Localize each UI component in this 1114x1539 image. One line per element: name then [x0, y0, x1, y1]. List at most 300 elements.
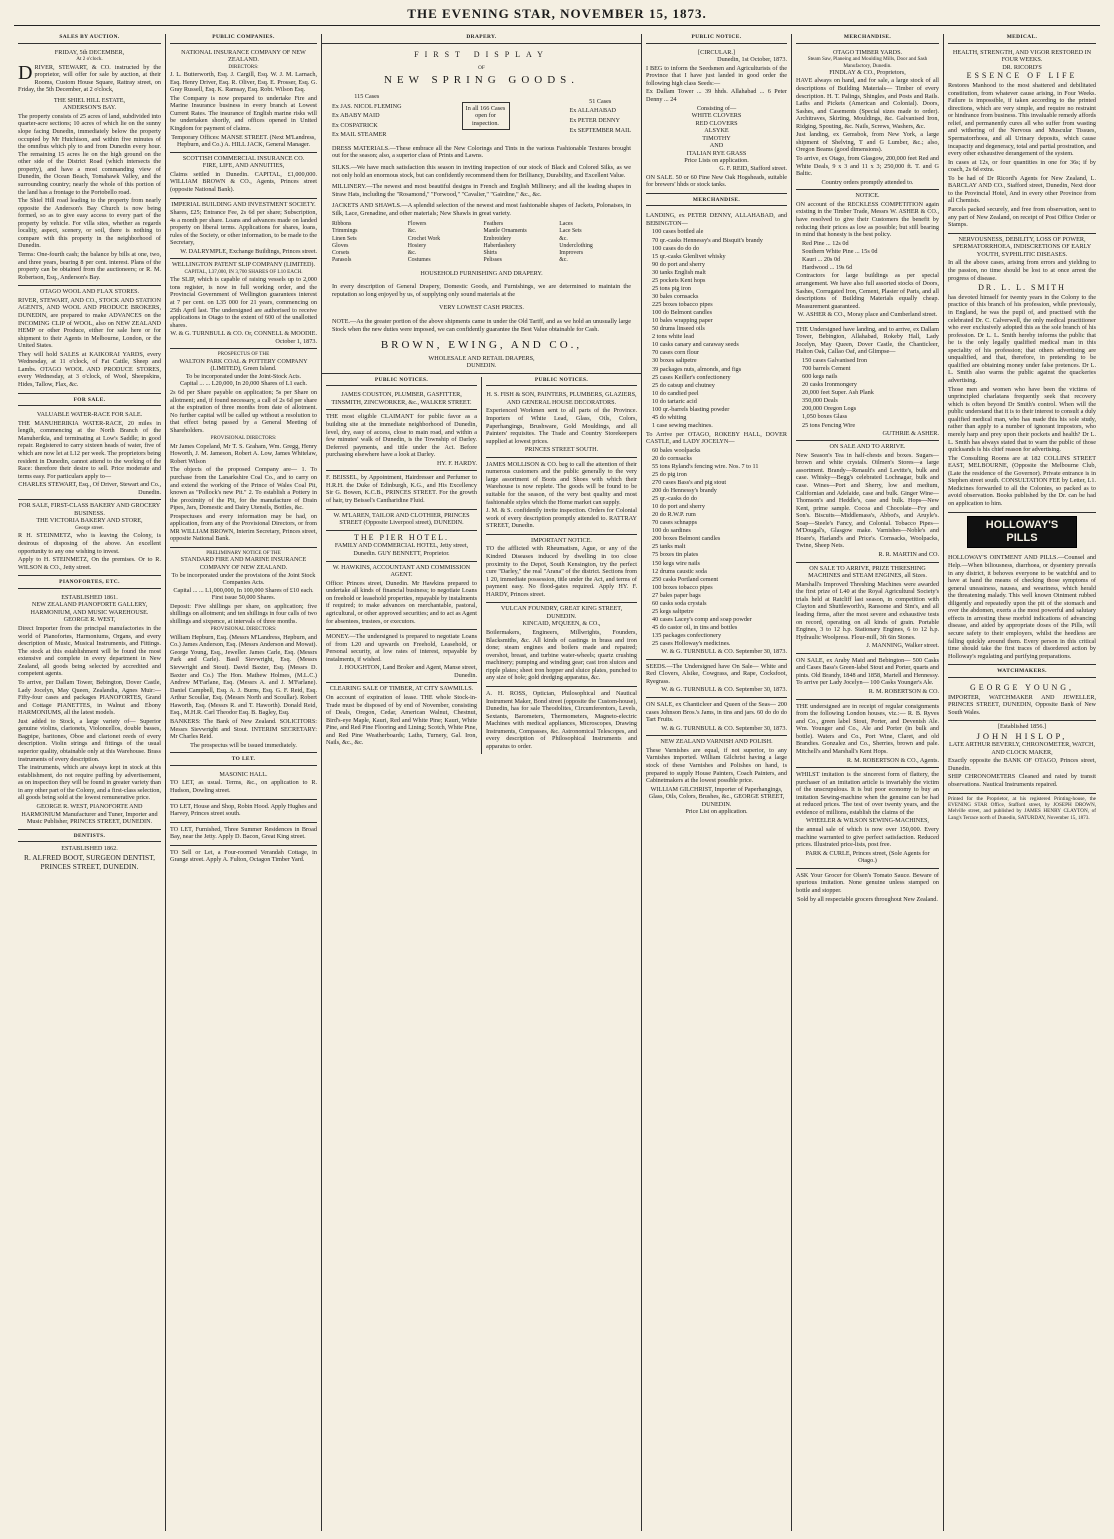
ad-body: Exactly opposite the BANK OF OTAGO, Princes street, Dunedin.: [948, 757, 1096, 772]
ad-signature: R. M. ROBERTSON & CO., Agents.: [846, 756, 939, 764]
stock-item: 1,050 boxes Glass: [802, 413, 848, 421]
goods-item: Corsets: [332, 249, 350, 256]
consignments-ad: [796, 700, 939, 769]
ad-body: TO LET, as usual. Terms, &c., on application to R. Hudson, Dowling street.: [170, 779, 317, 794]
landing-item: 30 bales cornsacks: [652, 292, 699, 300]
stock-item: 25 tons Fencing Wire: [802, 421, 856, 429]
ad-body: RIVER, STEWART, AND CO., STOCK AND STATION AGENTS, AND WOOL AND PRODUCE BROKERS, DUNEDIN, are prepared to make ADVANCES on the INCOMING CLIP of WOOL, also on NEW ZEALAND HEMP or other Produce, either for sale here or for shipment to their Agents in Melbourne, London, or the United States.: [18, 296, 161, 350]
goods-item: Crochet Work: [407, 235, 441, 242]
ad-date: Dunedin, 1st October, 1873.: [717, 56, 787, 64]
landing-ad: [646, 209, 787, 659]
ad-landing: Just landing, ex Gemsbok, from New York, a large shipment of Shelving, T and G Lumber, &c.; also, Oregon Beams (good dimensions).: [796, 131, 939, 154]
money-ad: [326, 630, 477, 683]
divider: [322, 373, 641, 374]
ad-body: SEEDS.—The Undersigned have On Sale— White and Red Clovers, Alsike, Cowgrass, and Rape, Cocksfoot, Ryegrass.: [646, 662, 787, 685]
ad-body: THE Undersigned have landing, and to arrive, ex Dallam Tower, Bebington, Allahabad, Rokeby Hall, Lady Jocelyn, May Queen, Dover Castle, the Chanticleer, Halton Oak, Callao Oaf, and Glimpse—: [796, 325, 939, 356]
ad-directors: J. L. Butterworth, Esq. J. Cargill, Esq. W. J. M. Larnach, Esq. Henry Driver, Esq. R. Oliver, Esq. E. Prosser, Esq. G. Gray Russell, Esq. K. Ramsay, Esq. Robt. Wilson Esq.: [170, 71, 317, 94]
arrive-item: 40 cases Lacey's comp and soap powder: [652, 615, 752, 623]
goods-list: [332, 221, 631, 263]
ad-body: TO LET, Furnished, Three Summer Residences in Broad Bay, near the Jetty. Apply D. Bacon, Great King street.: [170, 825, 317, 841]
dentist-established: ESTABLISHED 1862.: [61, 845, 118, 853]
arrive-list: [646, 447, 787, 648]
ad-on-sale: ON SALE. 50 or 60 Fine New Oak Hogsheads, suitable for brewers' hhds or stock tanks.: [646, 173, 787, 189]
arrive-item: 250 casks Portland cement: [652, 575, 719, 583]
ad-body: The SLIP, which is capable of raising vessels up to 2,000 tons register, is now in full working order, and the Provincial Government of Wellington guarantees interest at 7 per cent. on L35 000 for 21 years, commencing on 25th April last. The undersigned are authorised to receive applications in Otago to the extent of 600 of the unallotted shares.: [170, 276, 317, 329]
goods-item: Lace Sets: [559, 228, 582, 235]
ad-price-list: Price List on application.: [685, 808, 748, 816]
goods-item: Feathers: [483, 221, 504, 228]
guthrie-list: [796, 357, 939, 429]
ad-body: Experienced Workmen sent to all parts of the Province. Importers of White Lead, Glass, Oils, Colors, Paperhangings, Brushware, Gold Mouldings, and all Painters' requisites. The Trade and Country Storekeepers supplied at lowest prices.: [486, 407, 637, 445]
ad-title: SCOTTISH COMMERCIAL INSURANCE CO.: [182, 154, 305, 162]
ad-subtitle: LATE ARTHUR BEVERLY, CHRONOMETER, WATCH, AND CLOCK MAKER,: [948, 741, 1096, 756]
landing-item: 25 pockets Kent hops: [652, 276, 706, 284]
ad-signature: J. MANNING, Walker street.: [866, 642, 939, 650]
standard-insurance-notice: [170, 548, 317, 753]
arrive-item: 25 qr.-casks do do: [652, 495, 698, 502]
column-public-notice-merchandise: [642, 34, 792, 1531]
ad-signature: CHARLES STEWART, Esq., Of Driver, Stewart and Co., Dunedin.: [18, 481, 161, 496]
ad-body-2: has devoted himself for twenty years in the Colony to the practice of this branch of his profession, while previously, in England, he was the pupil of, and practised with the celebrated Dr. C. Calverwell, the only medical practitioner who ever exclusively adopted this as the sole branch of his profession. Dr L. L. Smith hereby informs the public that he is the only legally qualified medical man in this speciality of his profession; that others advertising are unqualified, and that, therefore, in pretending to be qualified are obtaining money under false pretences. Dr L. L. Smith also warns the public against the quackeries advertising.: [948, 293, 1096, 385]
jams-ad: [646, 698, 787, 736]
seed-item: TIMOTHY: [702, 134, 731, 142]
public-notices-left: [322, 377, 482, 755]
ad-capital: Capital ... ... L20,000, In 20,000 Shares of L1 each.: [180, 380, 307, 388]
pier-hotel-ad: [326, 531, 477, 562]
price-item: Kauri ... 20s 0d: [802, 255, 841, 263]
ad-body: JAMES MOLLISON & CO. beg to call the attention of their numerous customers and the public generally to the very large assortment of Boots and Shoes with which their Warehouse is now replete. The goods will be found to be suitable for the season, of the very best quality and most fashionable styles which the Home market can supply.: [486, 460, 637, 506]
goods-item: &c.: [559, 235, 568, 242]
ad-close: Country orders promptly attended to.: [821, 178, 914, 186]
landing-item: 25 tons pig iron: [652, 284, 692, 292]
ad-name: DR. L. L. SMITH: [978, 283, 1066, 293]
stout-ad: [796, 654, 939, 700]
holloway-ad: [948, 551, 1096, 665]
ad-signature: HY. F. HARDY.: [436, 459, 477, 467]
dress-materials-text: DRESS MATERIALS.—These embrace all the New Colorings and Tints in the various Fashionable Textures brought out for the season; also, a superior class of Prints and Lawns.: [332, 144, 631, 160]
arrive-item: 12 drums caustic soda: [652, 567, 707, 575]
ad-signature: G. F. REID, Stafford street.: [719, 165, 787, 173]
ad-body: THE most eligible CLAIMANT for public favor as a building site at the immediate neighborhood of Dunedin, level, dry, easy of access, close to main road, and within a few minutes' walk of Dunedin, is the Township of Darley. Deferred payments, and title under the Act. Before purchasing elsewhere have a look at Darley.: [326, 413, 477, 459]
ad-ex: Ex Dallam Tower ... 39 hhds. Allahabad ... 6 Peter Denny ... 24: [646, 88, 787, 103]
ad-intro: RIVER, STEWART, & CO. instructed by the proprietor, will offer for sale by auction, at their Rooms, Custom House Square, Rattray street, on Friday, the 5th December, at 2 o'clock,: [18, 63, 161, 94]
ross-optician-ad: [486, 687, 637, 755]
guthrie-asher-ad: [796, 323, 939, 441]
ad-body: New Season's Tea in half-chests and boxes. Sugars—brown and white crystals. Oilmen's Stores—a large assortment. Brandy—Renault's and Levitte's, bulk and case. Whisky—Begg's celebrated Lochnagar, bulk and case. Wines—Port and Sherry, low and medium, Californian and Adelaide, case and bulk. Ginger Wine—Thomson's and Heddle's, case and bulk. Hops—New Kent, prime sample. Cocoa and Chocolate—Fry and Son's. Biscuits—Middlemass's, Abbot's, and Aruyle's. Soap—Steele's Fancy, and Colonial. Tobacco Pipes—M'Dougal's, Glasgow make. Varnishes—Noble's and Hoare's, Harland's and Price's. Cornsacks, Woolpacks, Twine, Sheep Nets.: [796, 451, 939, 550]
arrive-item: 25 do pig iron: [652, 470, 687, 478]
arrive-item: 10 do port and sherry: [652, 503, 705, 511]
goods-item: Embroidery: [483, 235, 512, 242]
ad-first-display: FIRST DISPLAY: [414, 49, 549, 59]
national-insurance-ad: [170, 47, 317, 153]
ad-title: W. HAWKINS, ACCOUNTANT AND COMMISSION AGENT.: [332, 563, 471, 579]
ad-name: GEORGE R. WEST,: [63, 616, 116, 624]
ad-capital: CAPITAL, L37,000, IN 3,700 SHARES OF L10 EACH.: [184, 269, 303, 275]
ad-body: FAMILY AND COMMERCIAL HOTEL, Jetty street, Dunedin. GUY BENNETT, Proprietor.: [334, 542, 469, 558]
arrive-item: 270 cases Bass's and pig stout: [652, 478, 727, 486]
ad-text: [18, 61, 161, 94]
ad-signature: WILLIAM GILCHRIST, Importer of Paperhangings, Glass, Oils, Colors, Brushes, &c., GEORGE STREET, DUNEDIN.: [648, 785, 785, 808]
section-header: MEDICAL.: [948, 34, 1096, 44]
seed-circular-ad: [646, 47, 787, 194]
hislop-ad: [948, 721, 1096, 793]
ad-heading: ON SALE AND TO ARRIVE.: [829, 443, 906, 451]
ad-signature: R. M. ROBERTSON & CO.: [868, 688, 939, 696]
vulcan-foundry-ad: [486, 603, 637, 687]
ad-directors-heading: DIRECTORS:: [228, 63, 259, 70]
stock-item: 20 casks Ironmongery: [802, 381, 857, 389]
fish-ad: [486, 389, 637, 458]
arrive-item: 150 kegs wire nails: [652, 559, 700, 567]
shipments-right: [569, 96, 631, 136]
section-header: SALES BY AUCTION.: [18, 34, 161, 44]
column-public-companies: [166, 34, 322, 1531]
ad-directors-heading: PROVISIONAL DIRECTORS:: [210, 435, 277, 442]
ad-signature: GUTHRIE & ASHER.: [882, 429, 939, 437]
landing-item: 50 drums linseed oils: [652, 325, 705, 333]
goods-item: Pelisses: [483, 256, 502, 263]
inspection-box: In all 166 Cases open for inspection.: [462, 102, 510, 131]
sewing-machine-ad: [796, 768, 939, 869]
ad-date: FRIDAY, 5th DECEMBER,: [54, 48, 125, 56]
arrive-item: 70 cases schnapps: [652, 519, 698, 527]
ad-signature: W. & G. TURNBULL & CO. Or, CONNELL & MOODIE. October 1, 1873.: [170, 330, 317, 345]
ad-title: H. S. FISH & SON, PAINTERS, PLUMBERS, GLAZIERS, AND GENERAL HOUSE DECORATORS.: [486, 391, 637, 406]
ad-title: JAMES COUSTON, PLUMBER, GASFITTER, TINSMITH, ZINCWORKER, &c., WALKER STREET.: [331, 391, 472, 406]
stock-item: 200,000 Oregon Logs: [802, 405, 857, 413]
landing-item: 1 case sewing machines.: [652, 421, 713, 429]
ad-subtitle: ESSENCE OF LIFE: [966, 71, 1078, 81]
ad-consisting: Consisting of—: [696, 104, 737, 112]
arrive-item: 45 do castor oil, in tins and bottles: [652, 624, 738, 631]
household-heading: HOUSEHOLD FURNISHING AND DRAPERY.: [420, 269, 543, 277]
ad-title: STANDARD FIRE AND MARINE INSURANCE COMPANY OF NEW ZEALAND.: [180, 556, 307, 571]
goods-item: Ribbons: [332, 221, 352, 228]
ad-title: THE SHIEL HILL ESTATE,: [53, 96, 126, 104]
ad-body: These Varnishes are equal, if not superior, to any Varnishes imported. William Gilchrist having a large stock of these Varnishes and Polishes on hand, is prepared to supply House Painters, Coach Painters, and Cabinetmakers at the lowest possible price.: [646, 746, 787, 785]
couston-ad: [326, 389, 477, 410]
seed-item: RED CLOVERS: [695, 119, 738, 127]
ad-rooms: The Consulting Rooms are at 182 COLLINS STREET EAST, MELBOURNE, (Opposite the Melbourne Club, (Late the residence of the Governor). Private entrance is in Stephen street south. CONSULTATION FEE by Letter, L1. Medicines forwarded to all the Colonies, so packed as to avoid observation. Books published by the Dr. can be had on application to him.: [948, 454, 1096, 508]
section-header: FOR SALE.: [18, 397, 161, 407]
ad-heading: [CIRCULAR.]: [698, 48, 735, 56]
ad-body: ON SALE, ex Chanticleer and Queen of the Seas— 200 cases Johnson Bros.'s Jams, in tins and jars. 60 do do do Tart Fruits.: [646, 701, 787, 724]
darley-ad: [326, 410, 477, 471]
ad-name: THE VICTORIA BAKERY AND STORE,: [36, 517, 143, 525]
ad-title: W. M'LAREN, TAILOR AND CLOTHIER, PRINCES STREET (Opposite Liverpool street), DUNEDIN.: [333, 511, 470, 527]
goods-item: Trimmings: [332, 228, 358, 235]
goods-item: Hosiery: [407, 242, 427, 249]
landing-item: 100 cases do do do: [652, 244, 700, 252]
ad-body: In all the above cases, arising from errors and yielding to the passion, no time should be lost to at once arrest the progress of disease.: [948, 259, 1096, 282]
arrive-item: 60 bales woolpacks: [652, 446, 701, 454]
ad-body: IMPORTER, WATCHMAKER AND JEWELLER, PRINCES STREET, DUNEDIN, Opposite Bank of New South Wales.: [948, 693, 1096, 716]
goods-item: Shirts: [483, 249, 498, 256]
stock-item: 600 kegs nails: [802, 373, 838, 381]
wellington-slip-ad: [170, 259, 317, 349]
goods-item: Costumes: [407, 256, 431, 263]
arrive-item: 60 casks soda crystals: [652, 599, 707, 607]
household-text: In every description of General Drapery, Domestic Goods, and Furnishings, we are determined to maintain the reputation so long enjoyed by us, of supplying only sound materials at the: [332, 283, 631, 298]
arrive-item: 20 do R.W.P. rum: [652, 511, 696, 519]
goods-item: Parasols: [332, 256, 352, 263]
arrive-item: 100 boxes tobacco pipes: [652, 583, 713, 591]
section-header: DENTISTS.: [18, 833, 161, 843]
goods-item: Flowers: [407, 221, 427, 228]
jackets-text: JACKETS AND SHAWLS.—A splendid selection of the newest and most fashionable shapes of Jackets, Polonaises, in Silk, Lace, Grenadine, and other materials; New Shawls in great variety.: [332, 202, 631, 217]
stock-item: 350,000 Deals: [802, 397, 838, 405]
wool-stores-ad: [18, 286, 161, 393]
landing-item: 90 do port and sherry: [652, 260, 705, 268]
ad-name: KINCAID, M'QUEEN, & CO.,: [522, 620, 601, 628]
landing-item: 25 cases Keiller's confectionery: [652, 373, 731, 381]
section-header: PIANOFORTES, ETC.: [18, 579, 161, 589]
ad-title: NEW ZEALAND PIANOFORTE GALLERY, HARMONIUM, AND MUSIC WAREHOUSE.: [30, 601, 149, 616]
tomato-sauce-ad: [796, 869, 939, 906]
arrive-item: 100 do sardines: [652, 527, 691, 535]
section-header: PUBLIC NOTICE.: [646, 34, 787, 44]
goods-item: Linen Sets: [332, 235, 357, 242]
landing-item: 30 tanks English malt: [652, 268, 706, 276]
ad-title: THE PIER HOTEL.: [353, 532, 450, 542]
landing-item: 10 do tartaric acid: [652, 397, 697, 405]
auction-ad-shiel-hill: [18, 47, 161, 287]
ad-body: On account of expiration of lease. THE whole Stock-in-Trade must be disposed of by end of November, consisting of Deals, Oregon, Cedar, American Walnut, Chestnut, Bird's-eye Maple, Kauri, Red and White Pine; Kauri, White Pine, and Red Pine Flooring and Lining; Scotch, White Pine, and Red Pine Weatherboards; Laths, Turnery, Gal. Iron, Nails, &c., &c.: [326, 694, 477, 747]
ad-stock: Just added to Stock, a large variety of— Superior genuine violins, clarionets, Violoncellos, double basses, Bagpipe, baritones, Oboe and clarionet reeds of every description. Violin strings and fittings of the usual superior quality, obtainable only at this Warehouse. Brass instruments of every description.: [18, 717, 161, 763]
shipments: [332, 91, 631, 141]
ad-address: PRINCES STREET SOUTH.: [524, 446, 599, 454]
ad-bankers: BANKERS: The Bank of New Zealand. SOLICITORS: Messrs Sievwright and Stout. INTERIM SECRETARY: Mr Charles Reid.: [170, 717, 317, 741]
section-header: TO LET.: [170, 756, 317, 766]
section-header: PUBLIC COMPANIES.: [170, 34, 317, 44]
ad-directors: William Hepburn, Esq. (Messrs M'Landress, Hepburn, and Co.) James Anderson, Esq. (Messrs Anderson and Mowat). George Young, Esq., Jeweller. James Carle, Esq. (Messrs Park and Carle). Basil Sievwright, Esq. (Messrs Sievwright and Stout). David Baxter, Esq. (Messrs D. Baxter and Co.) The Hon. Mathew Holmes, (M.L.C.) Andrew M'Farlane, Esq. (Messrs A. and J. M'Farlane). Daniel Campbell, Esq. A. J. Burns, Esq. G. F. Reid, Esq. Arthur Scoullar, Esq. (Messrs North and Scoullar). Robert Haworth, Esq. (Messrs R. and T. Haworth). Donald Reid, Esq., M.H.R. Carl Theodor Esq. B. Bagley, Esq.: [170, 633, 317, 717]
ad-arrive: To arrive, ex Otago, from Glasgow, 200,000 feet Red and White Deals, 9 x 3 and 11 x 3; 250,000 ft. T. and G Baltic.: [796, 155, 939, 178]
cash-prices: VERY LOWEST CASH PRICES.: [439, 304, 524, 312]
ad-title: HEALTH, STRENGTH, AND VIGOR RESTORED IN FOUR WEEKS.: [952, 48, 1092, 64]
seed-item: AND: [709, 142, 724, 150]
ad-title: NATIONAL INSURANCE COMPANY OF NEW ZEALAND.: [181, 48, 306, 64]
ad-body: HAVE always on hand, and for sale, a large stock of all descriptions of Building Materials— Timber of every description. H. T. Palings, Shingles, and Posts and Rails. Laths and Pickets (American and Colonial). Doors, Sashes, and Casements (Special sizes made to order). Architraves, Skirting, Mouldings, &c. Galvanised Iron, Ridging, Spouting, &c. Nails, Screws, Washers, &c.: [796, 77, 939, 130]
stock-item: 150 cases Galvanised Iron: [802, 357, 868, 365]
ad-body: TO the afflicted with Rheumatism, Ague, or any of the Kindred Diseases induced by dwelling in too close proximity to the Depot, South Kensington, try the perfect cure "Darley," the real "Arana" of the district. Sections from 1 20, immediate possession, title under the Act, and terms of payment easy. No flood-gates required. Apply HY. F. HARDY, Princes street.: [486, 545, 637, 598]
ad-signature: R. R. MARTIN and CO.: [878, 551, 939, 559]
goods-item: Gloves: [332, 242, 349, 249]
goods-item: &c.: [559, 256, 568, 263]
firm-city: DUNEDIN.: [466, 362, 497, 370]
ad-title: OTAGO WOOL AND FLAX STORES.: [39, 288, 140, 296]
landing-item: 2 tons white lead: [652, 333, 695, 341]
landing-item: 10 do candied peel: [652, 389, 699, 397]
ad-title: MASONIC HALL.: [219, 770, 268, 778]
to-let-house-ad: [170, 800, 317, 823]
section-header: WATCHMAKERS.: [948, 668, 1096, 678]
ad-heading: PROSPECTUS OF THE: [217, 351, 270, 358]
ad-body: ON account of the RECKLESS COMPETITION again existing in the Timber Trade, Messrs W. ASHER & CO., have resolved to give their Customers the benefit by reducing their prices as low as possible; but still bearing in mind that honesty is the best policy.: [796, 200, 939, 239]
ad-title: OTAGO TIMBER YARDS.: [832, 48, 903, 56]
ad-body: TO Sell or Let, a Four-roomed Verandah Cottage, in Grange street. Apply A. Fulton, Octagon Timber Yard.: [170, 848, 317, 864]
ad-title: WHEELER & WILSON SEWING-MACHINES,: [806, 817, 929, 825]
ad-body: Claims settled in Dunedin. CAPITAL, £1,000,000. WILLIAM BROWN & CO., Agents, Princes street (opposite National Bank).: [170, 170, 317, 193]
ad-more: Contractors for large buildings as per special arrangement. We have also full assorted stocks of Doors, Sashes, Corrugated Iron, Cement, Plaster of Paris, and all descriptions of Building Materials equally cheap. Measurement guaranteed.: [796, 272, 939, 310]
ad-signature: Sold by all respectable grocers throughout New Zealand.: [797, 895, 938, 903]
ad-name: DR. RICORD'S: [1002, 63, 1042, 71]
landing-list: [646, 228, 787, 429]
ad-capital: Capital ... ... L1,000,000, In 100,000 Shares of £10 each. First issue 50,000 Shares.: [173, 586, 314, 602]
goods-item: Mantle Ornaments: [483, 228, 527, 235]
ad-title: CLEARING SALE OF TIMBER, AT CITY SAWMILLS.: [329, 685, 474, 693]
ad-body: Office: Princes street, Dunedin. Mr Hawkins prepared to undertake all kinds of financial business; to negotiate Loans on freehold or leasehold properties, repayable by instalments if required; to make advances on merchantable, pastoral, agricultural, or other approved securities; and to act as Agent for absentees, trustees, or executors.: [326, 579, 477, 625]
ad-signature: W. & G. TURNBULL & CO. September 30, 1873.: [661, 648, 787, 656]
ad-objects: The objects of the proposed Company are— 1. To purchase from the Lanarkshire Coal Co., and to carry on and extend the working of the Prince of Wales Coal Pit, known as "Pollock's new Pit." 2. To establish a Pottery in the proximity of the Pit, for the manufacture of Drain Pipes, Jars, Domestic and Dairy Utensils, Bottles, &c.: [170, 466, 317, 512]
arrive-item: 25 tanks malt: [652, 543, 686, 551]
goods-item: Laces: [559, 221, 573, 228]
landing-item: 70 qr.-casks Hennessy's and Bisquit's brandy: [652, 236, 763, 244]
shipments-left: [332, 91, 402, 141]
ad-street: George street.: [75, 525, 104, 532]
column-merchandise: [792, 34, 944, 1531]
ad-signature: W. & G. TURNBULL & CO. September 30, 1873.: [661, 724, 787, 732]
ad-office: Temporary Offices: MANSE STREET. (Next M'Landress, Hepburn, and Co.) A. HILL JACK, General Manager.: [171, 133, 316, 149]
ad-title: IMPERIAL BUILDING AND INVESTMENT SOCIETY.: [171, 200, 316, 208]
ad-title: WALTON PARK COAL & POTTERY COMPANY (LIMITED), Green Island.: [179, 357, 308, 373]
ad-body: ASK Your Grocer for Olsen's Tomato Sauce. Beware of spurious imitation. None genuine unless stamped on bottle and stopper.: [796, 871, 939, 894]
ad-body: THE undersigned are in receipt of regular consignments from the following London houses, viz.:— R. B. Ryves and Co., green label Stout, Porter, and Devenish Ale. Wm. Younger and Co., Ale and Porter (in bulk and bottle). Waters and Co., Port Wine, Claret, and old Brandies. Gonzalez and Co., Sherries, brown and pale. Mitchell's and Marshall's Kent Hops.: [796, 702, 939, 755]
ad-arrive: To Arrive per OTAGO, ROKEBY HALL, DOVER CASTLE, and LADY JOCELYN—: [646, 430, 787, 446]
ad-close: The instruments, which are always kept in stock at this establishment, do not require puffing by advertisement, as on inspection they will be found in greater variety than in any other part of the Colony, and a first-class selection, all goods being sold at the lowest remunerative price.: [18, 764, 161, 802]
arrive-item: 200 do Hennessy's brandy: [652, 486, 717, 494]
ad-body: Marshall's Improved Threshing Machines were awarded the first prize of L40 at the Royal Agricultural Society's trials held at Ratcliff last season, in competition with Clayton and Shuttleworth's, Ransome and Sim's, and all leading firms, after the most severe and exhaustive tests on record, operating on all kinds of grain. Portable Engines, 3 to 12 h.p. Stationary Engines, 6 to 12 h.p. Hydraulic Woolpress. Flour-mill, 3ft 6in Stones.: [796, 580, 939, 641]
ad-time: At 2 o'clock.: [76, 56, 103, 63]
ad-terms: Terms: One-fourth cash; the balance by bills at one, two, and three years, bearing 8 per cent. interest. Plans of the property can be obtained from the auctioneers; or R. M. Robertson, Esq., Anderson's Bay.: [18, 251, 161, 281]
printer-imprint: Printed for the Proprietor, at his registered Printing-house, the EVENING STAR Office, Stafford street, by JOSEPH DROWN, Melville street, and published by JAMES HENRY CLAYTON, of Lang's Terrace north of Dunedin, SATURDAY, November 15, 1873.: [948, 795, 1096, 821]
ad-chronometers: SHIP CHRONOMETERS Cleaned and rated by transit observations. Nautical Instruments repaired.: [948, 773, 1096, 789]
ad-body: I BEG to inform the Seedsmen and Agriculturists of the Province that I have just landed in good order the following high class Seeds:—: [646, 64, 787, 87]
ad-signature: GEORGE R. WEST, PIANOFORTE AND HARMONIUM Manufacturer and Tuner, Importer and Music Publisher, PRINCES STREET, DUNEDIN.: [21, 802, 158, 826]
landing-item: 225 boxes tobacco pipes: [652, 301, 713, 308]
cottage-ad: [170, 846, 317, 868]
seed-item: WHITE CLOVERS: [691, 112, 742, 120]
column-medical: [944, 34, 1100, 1531]
ad-title: VULCAN FOUNDRY, GREAT KING STREET, DUNEDIN.: [500, 605, 623, 620]
ship-line: Ex ALLAHABAD: [569, 107, 617, 115]
section-header: MERCHANDISE.: [796, 34, 939, 44]
ad-body: MONEY.—The undersigned is prepared to negotiate Loans of from L20 and upwards on Freehold, Leasehold, or Personal security, at low rates of interest, repayable by instalments, if wished.: [326, 633, 477, 663]
ad-body-3: Those men and women who have been the victims of unprincipled charlatans frequently seek that recovery which is often beyond Dr Smith's control. When will the public understand that it is to their interest to consult a duly qualified medical man, who has made this his sole study, rather than apply to a number of ignorant impostors, who merely harp and prey upon their pockets and health? Dr L. L. Smith has always stated that to warn the public of those quicksands is his chief reason for advertising.: [948, 385, 1096, 454]
ad-title: VALUABLE WATER-RACE FOR SALE.: [36, 411, 143, 419]
price-item: Red Pine ... 12s 0d: [802, 239, 849, 247]
mlaren-ad: [326, 510, 477, 531]
ad-title: WELLINGTON PATENT SLIP COMPANY (LIMITED).: [171, 261, 316, 269]
arrive-item: 20 do cornsacks: [652, 454, 692, 462]
ad-arrive: To arrive, per Dallam Tower, Bebington, Dover Castle, Lady Jocelyn, May Queen, Zealandia, Agnes Muir:—Fifty-four cases and packages PIANOFORTES, Grand and Cottage PIANETTES, in Walnut and Ebony HARMONIUMS, all the latest models.: [18, 678, 161, 717]
timber-yards-ad: [796, 47, 939, 191]
landing-item: 10 bales wrapping paper: [652, 317, 713, 325]
ad-body: Shares, £25; Entrance Fee, 2s 6d per share; Subscription, 4s a month per share. Loans and advances made on landed property on liberal terms. Applications for shares, loans, rules of the Society, or other information, to be made to the Secretary,: [170, 209, 317, 247]
goods-item: Improvers: [559, 249, 584, 256]
arrive-item: 27 bales paper bags: [652, 591, 701, 599]
landing-item: 25 do catsup and chutney: [652, 381, 715, 389]
section-header: MERCHANDISE.: [646, 197, 787, 207]
masonic-hall-ad: [170, 769, 317, 800]
ad-body: Restores Manhood to the most shattered and debilitated constitution, from whatever cause arising, in Four Weeks. Failure is impossible, if taken according to the printed directions, which are very simple, and require no restraint or hindrance from business. This invaluable remedy affords relief, and permanently cures all who suffer from wasting and withering of the Nervous and Muscular Tissues, Spermatorrhoea, and all Urinary deposits, which cause incapacity and degeneracy, total and partial prostration, and every other exhaustive derangement of the system.: [948, 82, 1096, 158]
stock-item: 20,000 feet Super. Ash Plank: [802, 389, 874, 397]
ad-subtitle: Steam Saw, Planeing and Moulding Mills, Door and Sash Manufactory, Dunedin.: [807, 56, 928, 69]
landing-item: 39 packages nuts, almonds, and figs: [652, 365, 742, 373]
ad-body: R H. STEINMETZ, who is leaving the Colony, is desirous of disposing of the above. An excellent opportunity to any one wishing to invest.: [18, 532, 161, 555]
important-notice-ad: [486, 535, 637, 604]
hawkins-ad: [326, 562, 477, 631]
ad-body-2: The Shiel Hill road leading to the property from nearly opposite the Anderson's Bay Church is now being formed, so as to give easy access to every part of the property by vehicle. For villa sites, whether as regards locality, aspect, scenery, or soil, there is nothing to compare with this property in the neighborhood of Dunedin.: [18, 197, 161, 250]
ad-price-lists: Price Lists on application.: [684, 157, 749, 165]
ad-body: HOLLOWAY'S OINTMENT AND PILLS.—Counsel and Help.—When biliousness, diarrhoea, or dysentery prevails in any district, it behoves everyone to be watchful and to have at hand the means of checking those symptoms of general uneasiness, nausea, and weariness, which herald the threatening malady. This well known Ointment rubbed diligently and repeatedly upon the pit of the stomach and over the abdomen, exerts a the most powerful and salutary effects in arresting these morbid indications of advancing disease, and aided by appropriate doses of the Pills, will secure safety to their employers, whilst the heedless are falling quickly around them. Every person in this critical time should take the first traces of disordered action by Holloway's regulating and purifying preparations.: [948, 554, 1096, 660]
ad-body: A. H. ROSS, Optician, Philosophical and Nautical Instrument Maker, Bond street (opposite the Custom-house), Dunedin, has for sale Theodolites, Circumferentors, Levels, Sextants, Barometers, Thermometers, Magneto-electric Machines with medical appliances, Microscopes, Drawing Instruments, Compasses, &c. Astronomical Telescopes, and every description of Philosophical Instruments and apparatus to order.: [486, 689, 637, 750]
ad-subtitle: ANDERSON'S BAY.: [62, 104, 117, 112]
beissel-ad: [326, 471, 477, 509]
timber-sale-ad: [326, 683, 477, 751]
walton-park-prospectus: [170, 349, 317, 548]
ad-heading: IMPORTANT NOTICE.: [531, 536, 592, 544]
ad-body: F. BEISSEL, by Appointment, Hairdresser and Perfumer to H.R.H. the Duke of Edinburgh, K.G., and His Excellency Sir G. Bowen, K.C.B., PRINCES STREET. For the growth of hair, try Beissel's Cantharidine Fluid.: [326, 474, 477, 505]
column-sales-by-auction: [14, 34, 166, 1531]
silks-text: SILKS.—We have much satisfaction this season in inviting inspection of our stock of Black and Colored Silks, as we not only hold an enormous stock, but can confidently recommend them for Brilliancy, Durability, and Excellent Value.: [332, 164, 631, 179]
ship-line: Ex COSPATRICK: [332, 121, 378, 129]
arrive-item: 55 tons Ryland's fencing wire. Nos. 7 to 11: [652, 462, 759, 470]
ad-established: ESTABLISHED 1861.: [61, 593, 118, 601]
ad-more: the annual sale of which is now over 150,000. Every machine warranted to give perfect satisfaction. Reduced prices. Illustrated price-lists, post free.: [796, 826, 939, 849]
landing-item: 15 qr.-casks Glenlivet whisky: [652, 252, 726, 260]
goods-item: Haberdashery: [483, 242, 516, 249]
public-notices-right: [482, 377, 641, 755]
smith-ad: [948, 234, 1096, 513]
ad-heading: NOTICE.: [855, 192, 880, 200]
column-drapery: [322, 34, 642, 1531]
ad-new-spring-goods: NEW SPRING GOODS.: [383, 73, 580, 86]
bakery-ad: [18, 500, 161, 576]
landing-item: 10 casks canary and caraway seeds: [652, 341, 739, 349]
threshing-ad: [796, 563, 939, 654]
goods-item: &c.: [407, 249, 417, 256]
section-header: DRAPERY.: [322, 34, 641, 44]
ad-heading: PRELIMINARY NOTICE OF THE: [206, 550, 281, 557]
ship-line: Ex MAIL STEAMER: [332, 131, 387, 139]
ad-of: OF: [478, 65, 485, 72]
ad-directors-heading: PROVISIONAL DIRECTORS:: [210, 626, 277, 633]
ship-line: Ex PETER DENNY: [569, 117, 620, 124]
mollison-ad: [486, 458, 637, 535]
ricord-ad: [948, 47, 1096, 234]
ad-signature: PARK & CURLE, Princes street, (Sole Agents for Otago.): [805, 849, 930, 865]
ad-body: THE MANUHERIKIA WATER-RACE, 20 miles in length, commencing at the North Branch of the Manuherikia, and terminating at Low's Saddle; in good repair. Registered to carry sixteen heads of water, five of which are now let at L12 per week. The proprietors being resident in Dunedin, cannot attend to the working of the Race: therefore their desire to sell. Price moderate and terms easy. For particulars apply to—: [18, 419, 161, 480]
section-header: PUBLIC NOTICES.: [486, 377, 637, 387]
ad-title: JOHN HISLOP,: [976, 730, 1068, 741]
ad-close: The prospectus will be issued immediately.: [190, 741, 297, 749]
ad-signature: W. DALRYMPLE, Exchange Buildings, Princes street.: [180, 247, 317, 255]
ad-body: 2s 6d per Share payable on application; 5s per Share on allotment; and, if found necessary, a call of 2s 6d per share at the expiration of three months from date of allotment. No further capital will be called up without a resolution to that effect being passed by a General Meeting of Shareholders.: [170, 389, 317, 434]
seeds-ad: [646, 660, 787, 698]
price-list: [796, 240, 939, 272]
george-young-ad: [948, 681, 1096, 721]
seed-list: [646, 112, 787, 157]
ad-signature: J. M. & S. confidently invite inspection. Orders for Colonial work of every description promptly attended to. RATTRAY STREET, Dunedin.: [486, 507, 637, 530]
ad-incorporation: To be incorporated under the Joint-Stock Acts.: [185, 372, 302, 380]
ad-agents: To be had of Dr Ricord's Agents for New Zealand, L. BARCLAY AND CO., Stafford street, Dunedin, Next door to the Provincial Hotel, And in every other Province from all Chemists.: [948, 174, 1096, 205]
masthead: THE EVENING STAR, NOVEMBER 15, 1873.: [14, 6, 1100, 26]
left-count: 115 Cases: [354, 93, 380, 101]
price-item: Hardwood ... 19s 6d: [802, 263, 853, 271]
ad-title: NEW ZEALAND VARNISH AND POLISH.: [660, 738, 773, 746]
stock-item: 700 barrels Cement: [802, 365, 851, 373]
ad-sales: They will hold SALES at KAIKORAI YARDS, every Wednesday, at 11 o'clock, of Fat Cattle, Sheep and Lambs. OTAGO WOOL AND PRODUCE STORES, every Wednesday, at 3 o'clock, of Wool, Sheepskins, Hides, Tallow, Flax, &c.: [18, 350, 161, 388]
